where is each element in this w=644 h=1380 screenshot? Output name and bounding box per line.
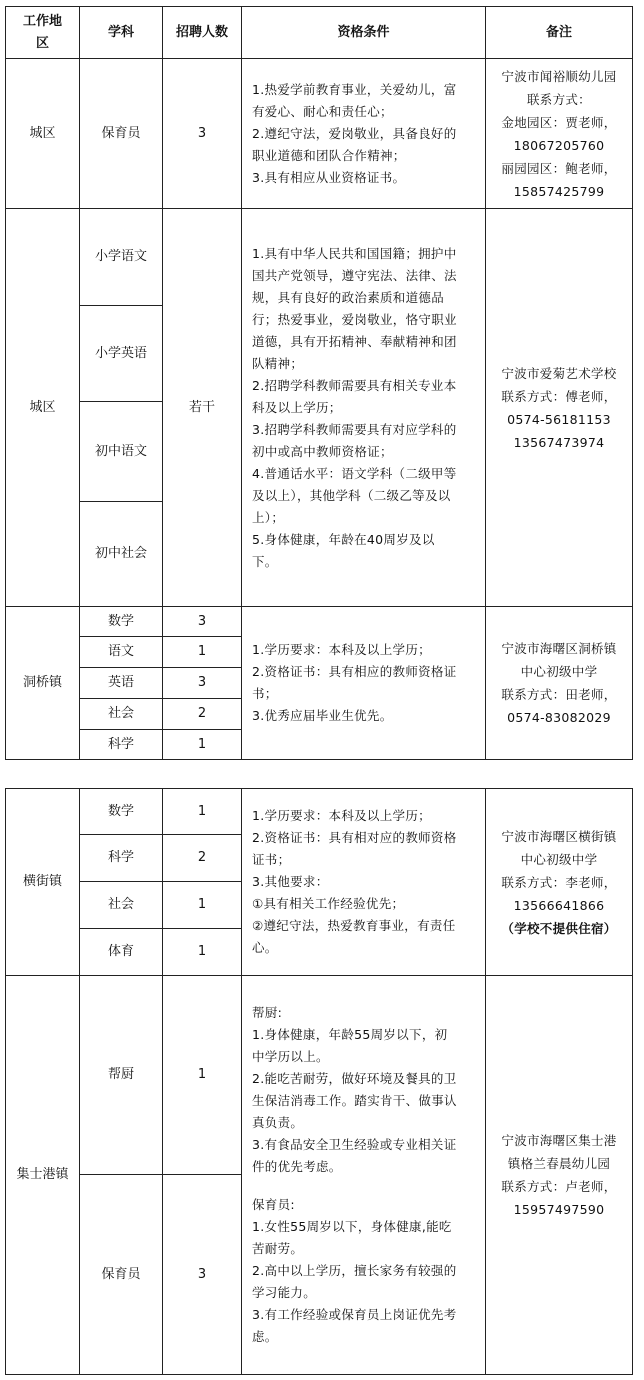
remarks-cell: 宁波市海曙区集士港 镇格兰春晨幼儿园 联系方式：卢老师， 15957497590 xyxy=(486,976,633,1375)
remarks-cell: 宁波市爱菊艺术学校 联系方式：傅老师， 0574-56181153 13567473974 xyxy=(486,209,633,607)
qualifications-cell: 1.学历要求：本科及以上学历； 2.资格证书：具有相应的教师资格证 书； 3.优秀应届毕业生优先。 xyxy=(242,607,486,760)
count-cell: 2 xyxy=(163,699,242,730)
subject-cell: 帮厨 xyxy=(80,976,163,1175)
count-cell: 1 xyxy=(163,929,242,976)
table-row xyxy=(6,59,633,209)
count-cell: 1 xyxy=(163,882,242,929)
qualifications-cell: 1.学历要求：本科及以上学历； 2.资格证书：具有相对应的教师资格 证书； 3.其他要求： ①具有相关工作经验优先； ②遵纪守法，热爱教育事业，有责任 心。 xyxy=(242,789,486,976)
recruitment-table-1 xyxy=(5,6,633,760)
count-cell: 3 xyxy=(163,1175,242,1375)
remarks-cell: 宁波市海曙区横街镇 中心初级中学 联系方式：李老师， 13566641866 （学校不提供住宿） xyxy=(486,789,633,976)
header-remarks: 备注 xyxy=(486,7,633,59)
subject-cell: 保育员 xyxy=(80,1175,163,1375)
subject-cell: 社会 xyxy=(80,882,163,929)
qualifications-cell: 1.热爱学前教育事业，关爱幼儿，富 有爱心、耐心和责任心； 2.遵纪守法，爱岗敬业，具备良好的 职业道德和团队合作精神； 3.具有相应从业资格证书。 xyxy=(242,59,486,209)
qualifications-cell: 1.具有中华人民共和国国籍；拥护中 国共产党领导，遵守宪法、法律、法 规，具有良好的政治素质和道德品 行；热爱事业，爱岗敬业，恪守职业 道德，具有开拓精神、奉献精神和团 队精神； 2.招聘学科教师需要具有相关专业本 科及以上学历； 3.招聘学科教师需要具有对应学科的 初中或高中教师资格证； 4.普通话水平：语文学科（二级甲等 及以上），其他学科（二级乙等及以 上）； 5.身体健康，年龄在40周岁及以 下。 xyxy=(242,209,486,607)
area-cell: 横街镇 xyxy=(6,789,80,976)
header-area: 工作地区 xyxy=(6,7,80,59)
area-cell: 集士港镇 xyxy=(6,976,80,1375)
subject-cell: 科学 xyxy=(80,835,163,882)
count-cell: 1 xyxy=(163,976,242,1175)
subject-cell: 社会 xyxy=(80,699,163,730)
subject-cell: 初中社会 xyxy=(80,502,163,607)
subject-cell: 英语 xyxy=(80,668,163,699)
count-cell: 3 xyxy=(163,59,242,209)
count-cell: 1 xyxy=(163,730,242,760)
table-row xyxy=(6,976,633,1175)
count-cell: 1 xyxy=(163,637,242,668)
header-count: 招聘人数 xyxy=(163,7,242,59)
count-cell: 3 xyxy=(163,607,242,637)
subject-cell: 科学 xyxy=(80,730,163,760)
header-qualifications: 资格条件 xyxy=(242,7,486,59)
remarks-cell: 宁波市海曙区洞桥镇 中心初级中学 联系方式：田老师， 0574-83082029 xyxy=(486,607,633,760)
no-accommodation-note: （学校不提供住宿） xyxy=(501,920,617,936)
subject-cell: 语文 xyxy=(80,637,163,668)
remarks-cell: 宁波市闻裕顺幼儿园 联系方式： 金地园区：贾老师， 18067205760 丽园园区：鲍老师， 15857425799 xyxy=(486,59,633,209)
subject-cell: 初中语文 xyxy=(80,402,163,502)
subject-cell: 数学 xyxy=(80,789,163,835)
count-cell: 1 xyxy=(163,789,242,835)
header-subject: 学科 xyxy=(80,7,163,59)
table-row xyxy=(6,789,633,835)
area-cell: 城区 xyxy=(6,59,80,209)
subject-cell: 小学语文 xyxy=(80,209,163,306)
count-cell: 2 xyxy=(163,835,242,882)
area-cell: 城区 xyxy=(6,209,80,607)
table-row xyxy=(6,607,633,637)
table-row xyxy=(6,209,633,306)
subject-cell: 体育 xyxy=(80,929,163,976)
count-cell: 3 xyxy=(163,668,242,699)
recruitment-table-2 xyxy=(5,788,633,1375)
count-cell: 若干 xyxy=(163,209,242,607)
qualifications-cell: 帮厨: 1.身体健康，年龄55周岁以下，初 中学历以上。 2.能吃苦耐劳，做好环境及餐具的卫 生保洁消毒工作。踏实肯干、做事认 真负责。 3.有食品安全卫生经验或专业相关证 件的优先考虑。 保育员: 1.女性55周岁以下，身体健康,能吃 苦耐劳。 2.高中以上学历，擅长家务有较强的 学习能力。 3.有工作经验或保育员上岗证优先考 虑。 xyxy=(242,976,486,1375)
subject-cell: 保育员 xyxy=(80,59,163,209)
area-cell: 洞桥镇 xyxy=(6,607,80,760)
subject-cell: 数学 xyxy=(80,607,163,637)
subject-cell: 小学英语 xyxy=(80,306,163,402)
header-row xyxy=(6,7,633,59)
